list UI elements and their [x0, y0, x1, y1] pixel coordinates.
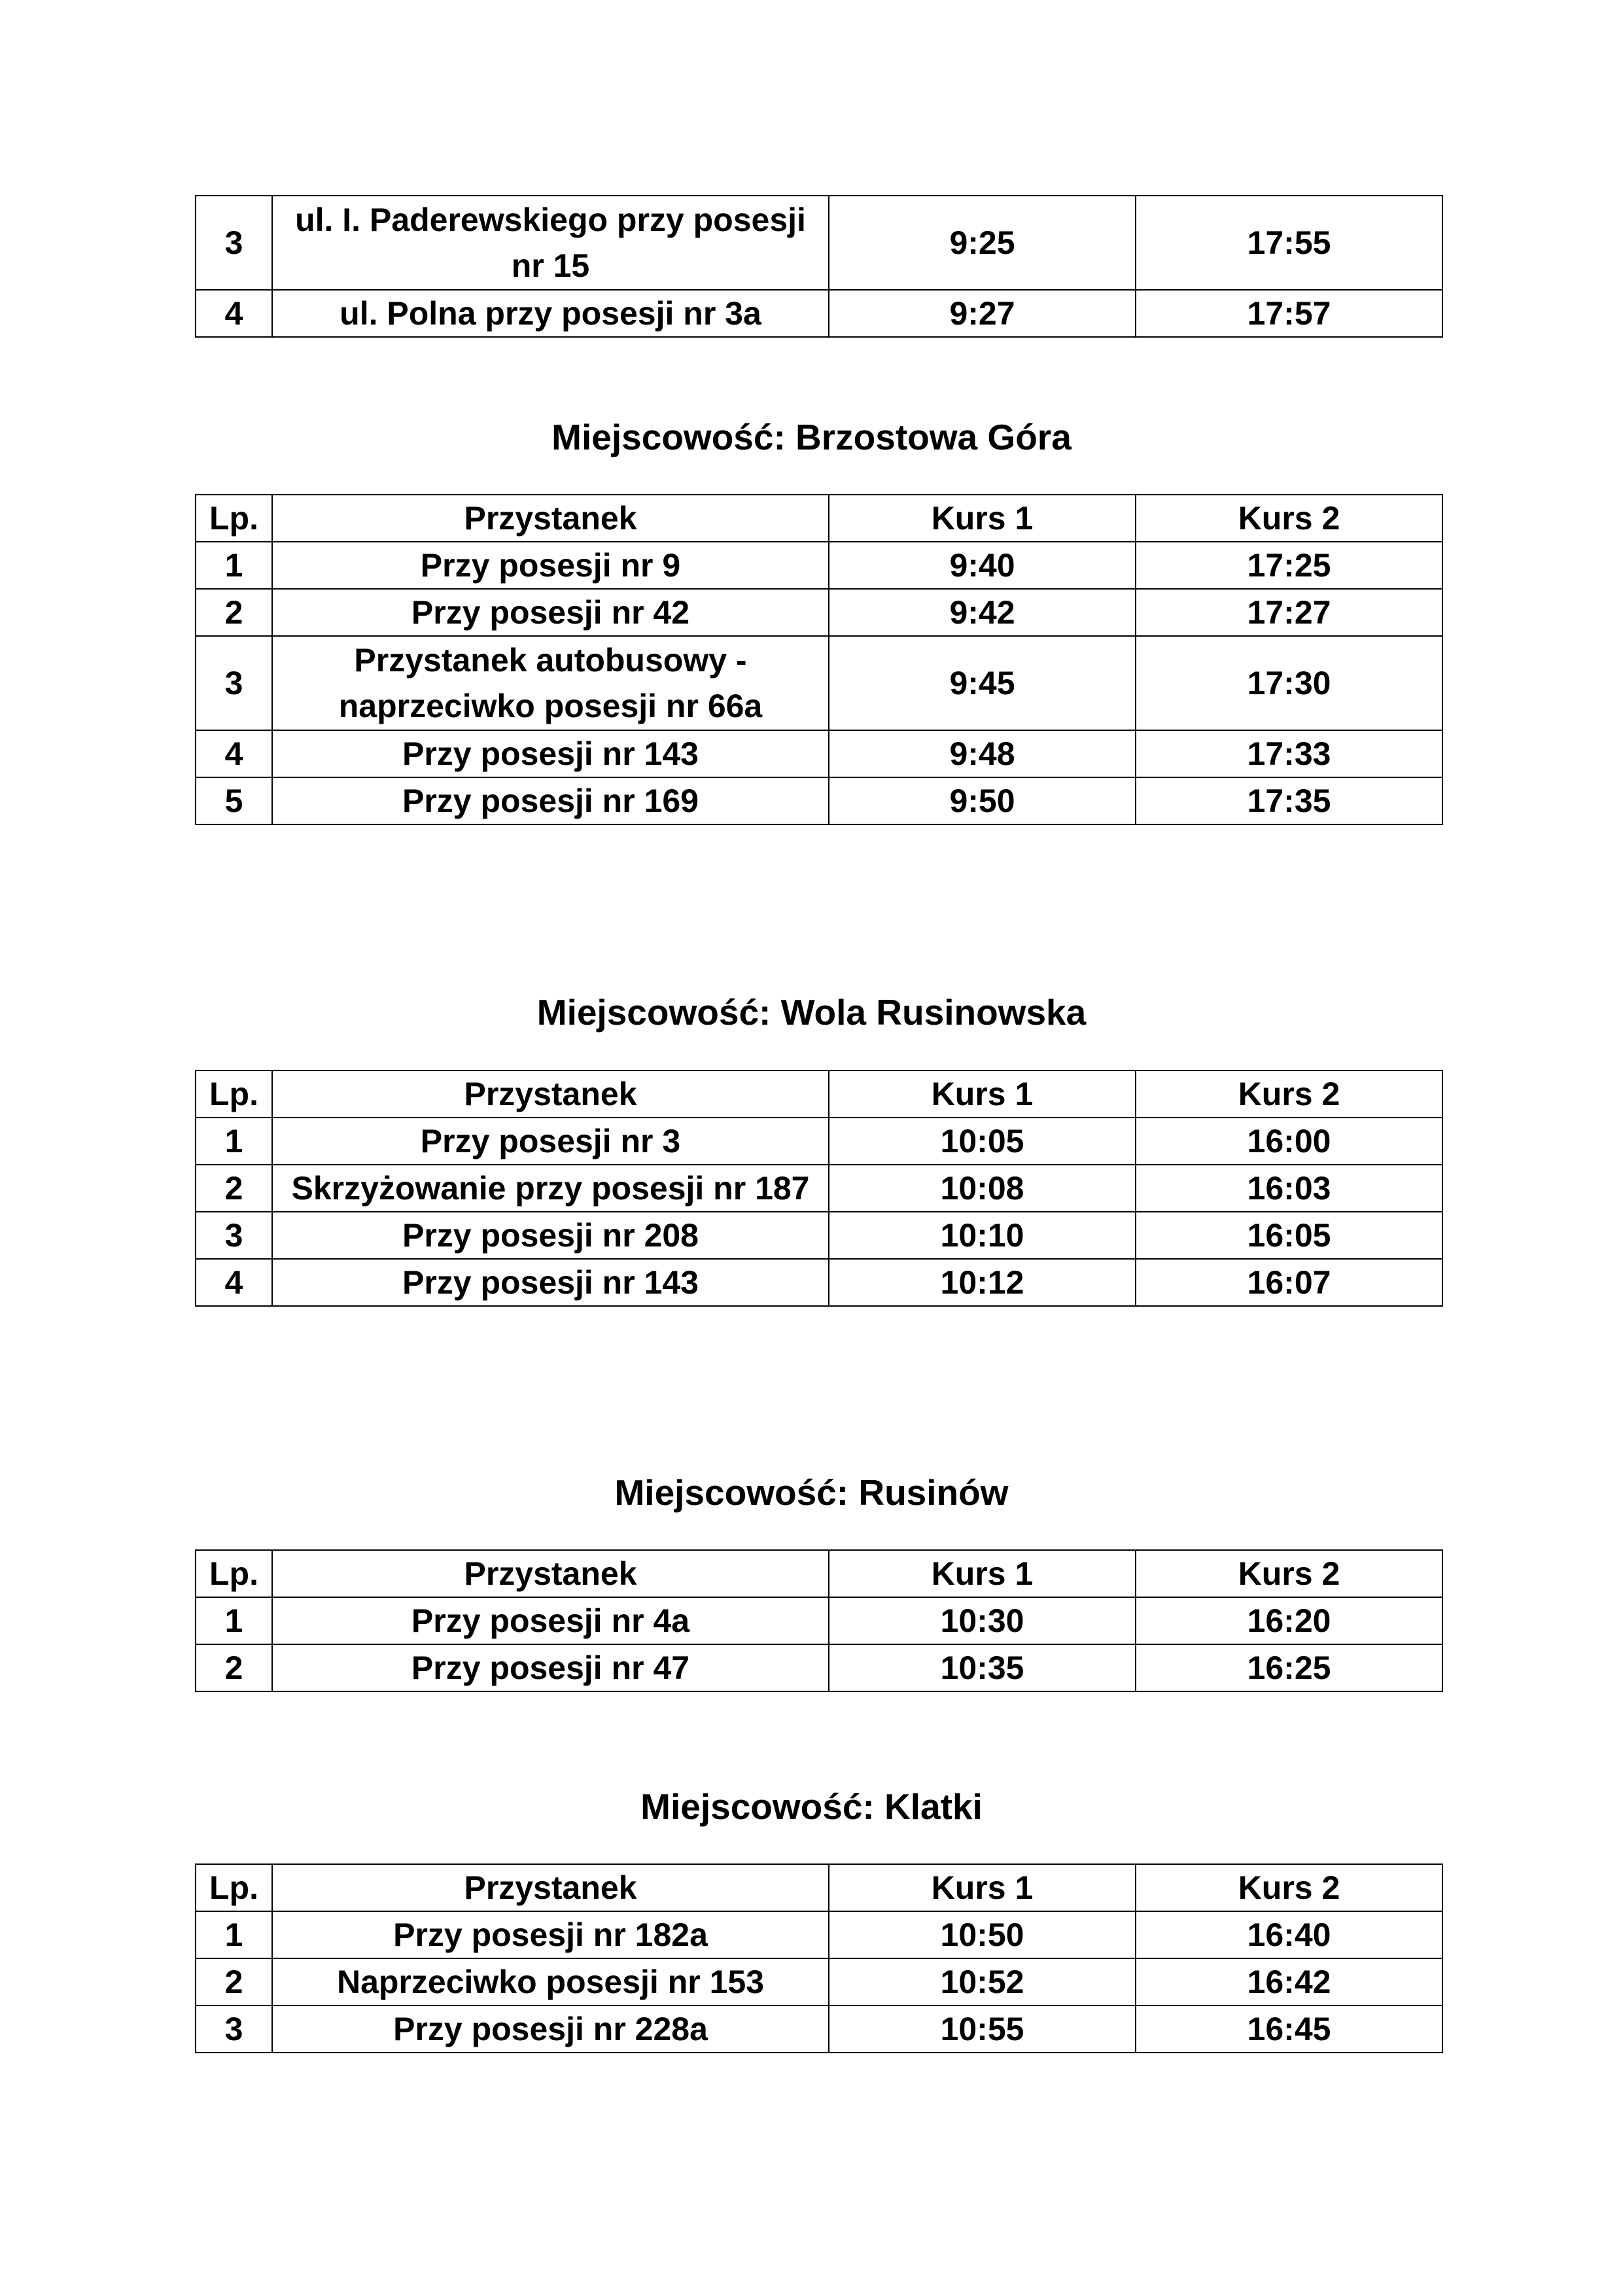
stop-name-cell: Naprzeciwko posesji nr 153 [272, 1958, 829, 2005]
kurs-1-time-cell: 10:08 [829, 1165, 1136, 1212]
table-row [196, 589, 1442, 636]
kurs-2-time-cell: 16:40 [1136, 1911, 1442, 1958]
table-row [196, 1911, 1442, 1958]
stop-name-cell: Przy posesji nr 182a [272, 1911, 829, 1958]
stop-name-cell: Przy posesji nr 42 [272, 589, 829, 636]
table-row [196, 1118, 1442, 1165]
table-row [196, 1958, 1442, 2005]
header-stop: Przystanek [272, 495, 829, 542]
kurs-1-time-cell: 9:25 [829, 196, 1136, 290]
timetable-wola-rusinowska [195, 1070, 1443, 1307]
table-header-row [196, 1070, 1442, 1118]
section-title-rusinow: Miejscowość: Rusinów [614, 1472, 1009, 1513]
kurs-1-time-cell: 9:48 [829, 730, 1136, 777]
row-number-cell: 3 [196, 636, 272, 730]
header-kurs-1: Kurs 1 [829, 1864, 1136, 1911]
table-row [196, 636, 1442, 730]
stop-name-cell: Skrzyżowanie przy posesji nr 187 [272, 1165, 829, 1212]
table-row [196, 1644, 1442, 1691]
header-stop: Przystanek [272, 1070, 829, 1118]
kurs-2-time-cell: 16:00 [1136, 1118, 1442, 1165]
kurs-1-time-cell: 10:35 [829, 1644, 1136, 1691]
row-number-cell: 1 [196, 1118, 272, 1165]
timetable-rows [196, 542, 1442, 824]
stop-name-cell: Przy posesji nr 143 [272, 1259, 829, 1306]
table-row [196, 2005, 1442, 2053]
table-row [196, 730, 1442, 777]
kurs-1-time-cell: 10:10 [829, 1212, 1136, 1259]
stop-name-cell: Przystanek autobusowy - naprzeciwko posesji nr 66a [272, 636, 829, 730]
table-row [196, 777, 1442, 824]
table-row [196, 542, 1442, 589]
row-number-cell: 3 [196, 2005, 272, 2053]
row-number-cell: 3 [196, 196, 272, 290]
header-kurs-1: Kurs 1 [829, 495, 1136, 542]
kurs-1-time-cell: 9:27 [829, 290, 1136, 337]
kurs-2-time-cell: 16:03 [1136, 1165, 1442, 1212]
stop-name-cell: Przy posesji nr 4a [272, 1597, 829, 1644]
table-row [196, 196, 1442, 290]
header-stop: Przystanek [272, 1864, 829, 1911]
kurs-2-time-cell: 17:57 [1136, 290, 1442, 337]
stop-name-cell: Przy posesji nr 47 [272, 1644, 829, 1691]
table-row [196, 1597, 1442, 1644]
row-number-cell: 3 [196, 1212, 272, 1259]
row-number-cell: 5 [196, 777, 272, 824]
section-title-wola-rusinowska: Miejscowość: Wola Rusinowska [536, 992, 1087, 1033]
section-title-brzostowa-gora: Miejscowość: Brzostowa Góra [551, 417, 1072, 457]
stop-name-cell: Przy posesji nr 169 [272, 777, 829, 824]
table-header-row [196, 1550, 1442, 1597]
row-number-cell: 1 [196, 542, 272, 589]
row-number-cell: 4 [196, 1259, 272, 1306]
header-kurs-1: Kurs 1 [829, 1550, 1136, 1597]
row-number-cell: 4 [196, 290, 272, 337]
table-row [196, 290, 1442, 337]
stop-name-cell: Przy posesji nr 228a [272, 2005, 829, 2053]
kurs-1-time-cell: 10:30 [829, 1597, 1136, 1644]
row-number-cell: 4 [196, 730, 272, 777]
table-row [196, 1259, 1442, 1306]
kurs-1-time-cell: 10:05 [829, 1118, 1136, 1165]
kurs-1-time-cell: 9:40 [829, 542, 1136, 589]
kurs-1-time-cell: 9:45 [829, 636, 1136, 730]
kurs-1-time-cell: 10:50 [829, 1911, 1136, 1958]
kurs-2-time-cell: 17:30 [1136, 636, 1442, 730]
kurs-1-time-cell: 9:42 [829, 589, 1136, 636]
timetable-klatki [195, 1863, 1443, 2053]
kurs-1-time-cell: 10:12 [829, 1259, 1136, 1306]
timetable-rows [196, 1911, 1442, 2053]
timetable-rows [196, 1118, 1442, 1306]
kurs-2-time-cell: 17:25 [1136, 542, 1442, 589]
kurs-2-time-cell: 16:42 [1136, 1958, 1442, 2005]
row-number-cell: 1 [196, 1597, 272, 1644]
table-header-row [196, 1864, 1442, 1911]
continuation-rows [196, 196, 1442, 337]
row-number-cell: 1 [196, 1911, 272, 1958]
timetable-rows [196, 1597, 1442, 1691]
kurs-1-time-cell: 9:50 [829, 777, 1136, 824]
header-kurs-2: Kurs 2 [1136, 1550, 1442, 1597]
stop-name-cell: ul. I. Paderewskiego przy posesji nr 15 [272, 196, 829, 290]
kurs-1-time-cell: 10:55 [829, 2005, 1136, 2053]
table-row [196, 1165, 1442, 1212]
kurs-2-time-cell: 17:35 [1136, 777, 1442, 824]
kurs-2-time-cell: 17:27 [1136, 589, 1442, 636]
kurs-1-time-cell: 10:52 [829, 1958, 1136, 2005]
header-stop: Przystanek [272, 1550, 829, 1597]
stop-name-cell: Przy posesji nr 3 [272, 1118, 829, 1165]
header-kurs-1: Kurs 1 [829, 1070, 1136, 1118]
header-lp: Lp. [196, 1864, 272, 1911]
continuation-table [195, 195, 1443, 338]
table-row [196, 1212, 1442, 1259]
kurs-2-time-cell: 16:05 [1136, 1212, 1442, 1259]
stop-name-cell: Przy posesji nr 143 [272, 730, 829, 777]
table-header-row [196, 495, 1442, 542]
kurs-2-time-cell: 16:20 [1136, 1597, 1442, 1644]
kurs-2-time-cell: 17:33 [1136, 730, 1442, 777]
row-number-cell: 2 [196, 589, 272, 636]
kurs-2-time-cell: 16:45 [1136, 2005, 1442, 2053]
header-lp: Lp. [196, 1070, 272, 1118]
row-number-cell: 2 [196, 1165, 272, 1212]
header-kurs-2: Kurs 2 [1136, 1864, 1442, 1911]
section-title-klatki: Miejscowość: Klatki [640, 1786, 983, 1827]
stop-name-cell: Przy posesji nr 208 [272, 1212, 829, 1259]
header-kurs-2: Kurs 2 [1136, 1070, 1442, 1118]
kurs-2-time-cell: 16:07 [1136, 1259, 1442, 1306]
row-number-cell: 2 [196, 1644, 272, 1691]
header-kurs-2: Kurs 2 [1136, 495, 1442, 542]
kurs-2-time-cell: 17:55 [1136, 196, 1442, 290]
stop-name-cell: Przy posesji nr 9 [272, 542, 829, 589]
kurs-2-time-cell: 16:25 [1136, 1644, 1442, 1691]
header-lp: Lp. [196, 495, 272, 542]
timetable-rusinow [195, 1549, 1443, 1692]
row-number-cell: 2 [196, 1958, 272, 2005]
header-lp: Lp. [196, 1550, 272, 1597]
timetable-brzostowa-gora [195, 494, 1443, 825]
stop-name-cell: ul. Polna przy posesji nr 3a [272, 290, 829, 337]
